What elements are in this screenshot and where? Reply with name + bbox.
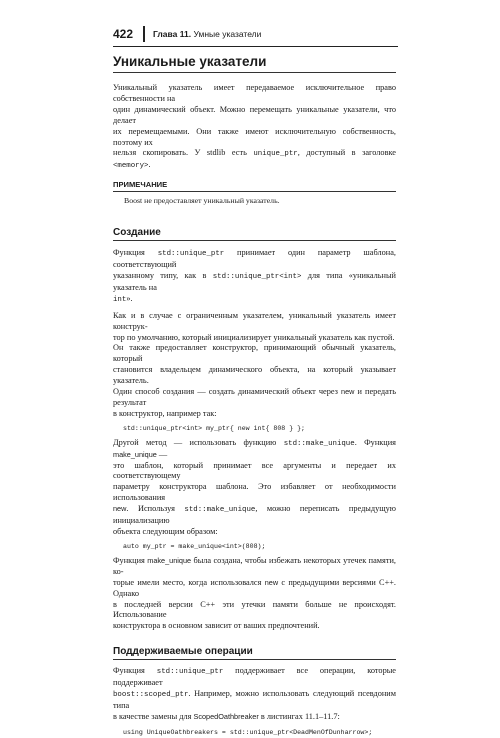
chapter-title: Умные указатели bbox=[193, 29, 262, 39]
text-line: один динамический объект. Можно перемещать уникальные указатели, что делает bbox=[113, 104, 396, 125]
running-head bbox=[153, 29, 261, 39]
inline-keyword: ScopedOathbreaker bbox=[193, 711, 259, 721]
text-run: Функция bbox=[113, 555, 148, 565]
text-line bbox=[113, 578, 396, 600]
text-run: Один способ создания — создать динамический объект через bbox=[113, 387, 342, 397]
inline-code: <memory> bbox=[113, 162, 149, 171]
text-run: была создана, чтобы избежать некоторых утечек памяти, ко- bbox=[113, 555, 396, 576]
text-line: Он также предоставляет конструктор, принимающий обычный указатель, который bbox=[113, 343, 396, 364]
inline-keyword: new bbox=[113, 504, 127, 514]
inline-keyword: new bbox=[341, 387, 355, 397]
inline-code: std::unique_ptr bbox=[156, 668, 224, 677]
inline-code: unique_ptr bbox=[253, 150, 298, 159]
text-line bbox=[113, 504, 396, 527]
text-line: параметру конструктора шаблона. Это избавляет от необходимости использования bbox=[113, 482, 396, 503]
text-line: конструктора в основном зависит от ваших предпочтений. bbox=[113, 621, 320, 631]
header-rule bbox=[113, 46, 398, 47]
text-line bbox=[113, 712, 396, 723]
text-run: в листингах 11.1–11.7: bbox=[258, 711, 340, 721]
text-line bbox=[113, 556, 396, 578]
text-line: это шаблон, который принимает все аргументы и передает их соответствующему bbox=[113, 460, 396, 481]
intro-paragraph bbox=[113, 83, 396, 172]
subsection-title-operations: Поддерживаемые операции bbox=[113, 646, 396, 660]
code-block-1: std::unique_ptr<int> my_ptr{ new int{ 808 } }; bbox=[123, 424, 306, 432]
text-line bbox=[113, 148, 396, 172]
inline-code: std::make_unique bbox=[283, 439, 355, 448]
text-run: , доступный в заголовке bbox=[297, 148, 396, 158]
note-box bbox=[113, 180, 396, 207]
text-line bbox=[113, 666, 396, 689]
text-line: их перемещаемыми. Они также имеют исключительную собственность, поэтому их bbox=[113, 126, 396, 147]
note-text: Boost не предоставляет уникальный указатель. bbox=[124, 196, 280, 206]
creation-paragraph-2 bbox=[113, 311, 396, 420]
inline-code: std::unique_ptr bbox=[157, 250, 225, 259]
text-run: торые имели место, когда использовался bbox=[113, 577, 265, 587]
page-header bbox=[113, 26, 398, 48]
note-title: ПРИМЕЧАНИЕ bbox=[113, 180, 396, 192]
text-line bbox=[113, 271, 396, 294]
text-run: принимает один параметр шаблона, соответствующий bbox=[113, 248, 396, 270]
creation-paragraph-3 bbox=[113, 438, 396, 538]
inline-code: std::unique_ptr<int> bbox=[212, 272, 302, 281]
text-run: и передать результат bbox=[113, 387, 396, 407]
text-line: становится владельцем динамического объекта, на который указывает указатель. bbox=[113, 365, 396, 386]
section-title: Уникальные указатели bbox=[113, 54, 396, 73]
text-run: — bbox=[156, 449, 168, 459]
code-block-3: using UniqueOathbreakers = std::unique_ptr<DeadMenOfDunharrow>; bbox=[123, 728, 373, 736]
text-line: объекта следующим образом: bbox=[113, 527, 218, 536]
text-line: Уникальный указатель имеет передаваемое исключительное право собственности на bbox=[113, 83, 396, 103]
text-run: указанному типу, как в bbox=[113, 270, 213, 280]
text-run: для типа «уникальный указатель на bbox=[113, 270, 396, 292]
text-line bbox=[113, 387, 396, 409]
page-number: 422 bbox=[113, 27, 134, 41]
text-run: Функция bbox=[113, 248, 158, 258]
page-body bbox=[113, 54, 396, 738]
subsection-title-creation: Создание bbox=[113, 227, 396, 241]
text-line bbox=[113, 689, 396, 712]
text-line bbox=[113, 294, 396, 306]
text-run: Другой метод — использовать функцию bbox=[113, 437, 284, 447]
inline-code: std::make_unique bbox=[184, 506, 256, 515]
text-run: Функция bbox=[113, 666, 157, 676]
text-run: . Функция bbox=[354, 437, 396, 447]
text-run: с предыдущими версиями C++. Однако bbox=[113, 577, 397, 598]
chapter-prefix: Глава 11. bbox=[153, 29, 192, 39]
operations-paragraph bbox=[113, 666, 396, 723]
inline-keyword: make_unique bbox=[113, 449, 157, 459]
header-divider bbox=[143, 26, 145, 42]
text-line bbox=[113, 438, 396, 461]
inline-keyword: new bbox=[264, 577, 279, 587]
inline-keyword: make_unique bbox=[147, 555, 192, 565]
creation-paragraph-1 bbox=[113, 248, 396, 306]
text-run: нельзя скопировать. У stdlib есть bbox=[113, 148, 254, 158]
text-run: ». bbox=[126, 293, 133, 303]
text-run: поддерживает все операции, которые поддерживает bbox=[113, 666, 396, 688]
text-line: тор по умолчанию, который инициализирует уникальный указатель как пустой. bbox=[113, 332, 395, 342]
text-line: в последней версии C++ эти утечки памяти больше не происходят. Использование bbox=[113, 599, 396, 620]
text-run: в качестве замены для bbox=[113, 711, 194, 721]
inline-code: int bbox=[113, 295, 127, 304]
text-line: Как и в случае с ограниченным указателем, уникальный указатель имеет конструк- bbox=[113, 310, 396, 331]
text-line: в конструктор, например так: bbox=[113, 408, 217, 418]
text-run: . Используя bbox=[126, 504, 185, 514]
code-block-2: auto my_ptr = make_unique<int>(808); bbox=[123, 542, 266, 550]
text-run: . Например, можно использовать следующий псевдоним типа bbox=[113, 689, 396, 710]
inline-code: boost::scoped_ptr bbox=[113, 691, 189, 700]
text-run: , можно переписать предыдущую инициализацию bbox=[113, 504, 396, 526]
creation-paragraph-4 bbox=[113, 556, 396, 632]
text-line bbox=[113, 248, 396, 271]
text-run: . bbox=[148, 160, 151, 170]
